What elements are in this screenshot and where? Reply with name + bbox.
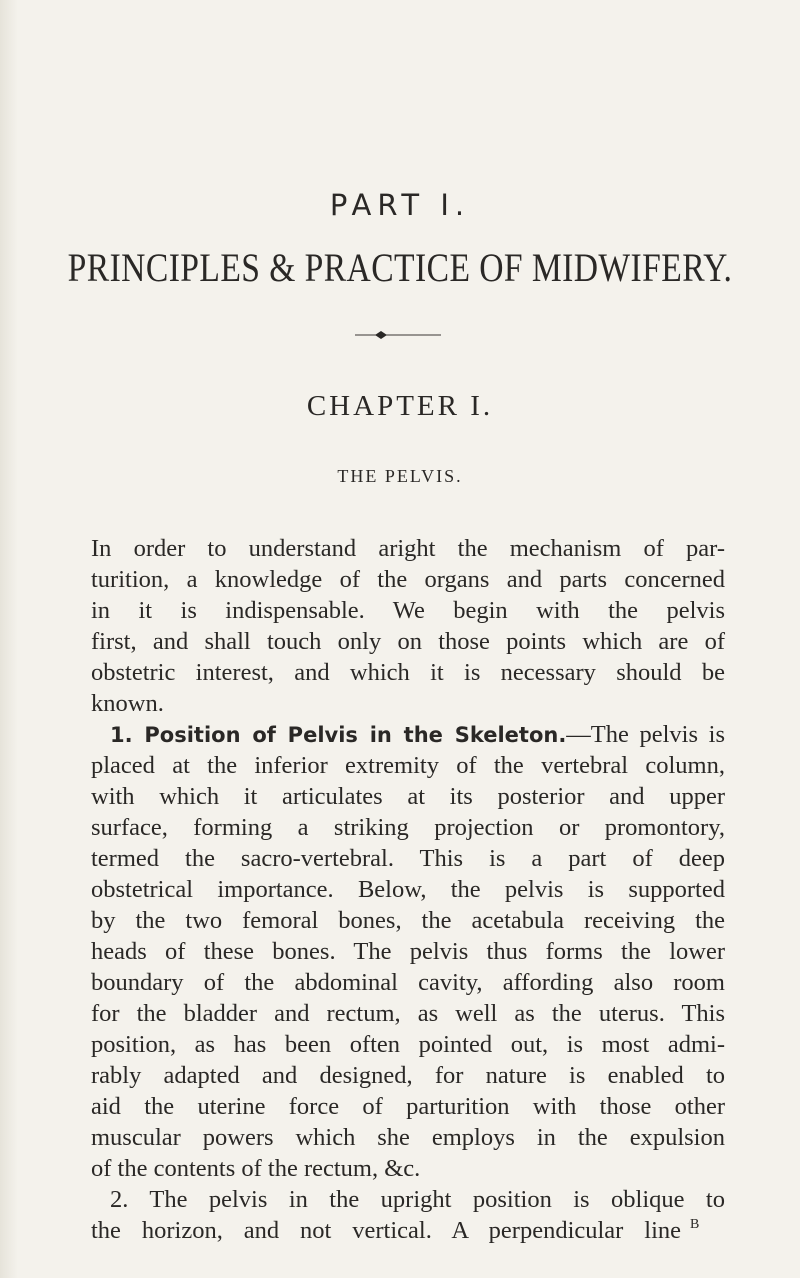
text-line: boundary of the abdominal cavity, affording also room: [91, 969, 725, 996]
text-line: obstetric interest, and which it is necessary should be: [91, 659, 725, 686]
text-line: with which it articulates at its posterior and upper: [91, 783, 725, 810]
text-line: heads of these bones. The pelvis thus forms the lower: [91, 938, 725, 965]
text-line: surface, forming a striking projection or promontory,: [91, 814, 725, 841]
text-line: of the contents of the rectum, &c.: [91, 1155, 421, 1182]
part-heading: PART I.: [329, 188, 471, 222]
signature-mark: B: [690, 1217, 700, 1232]
text-line: position, as has been often pointed out, is most admi-: [91, 1031, 725, 1058]
text-line: placed at the inferior extremity of the vertebral column,: [91, 752, 725, 779]
paragraph-2-first-line: 2. The pelvis in the upright position is oblique to: [110, 1186, 725, 1213]
book-title: PRINCIPLES & PRACTICE OF MIDWIFERY.: [67, 245, 733, 290]
text-line: obstetrical importance. Below, the pelvis is supported: [91, 876, 725, 903]
diamond-rule-ornament: [355, 330, 441, 340]
text-line: aid the uterine force of parturition with those other: [91, 1093, 725, 1120]
section-heading: THE PELVIS.: [337, 466, 463, 486]
text-line: muscular powers which she employs in the expulsion: [91, 1124, 725, 1151]
text-line: in it is indispensable. We begin with the pelvis: [91, 597, 725, 624]
text-line: the horizon, and not vertical. A perpendicular line: [91, 1217, 681, 1244]
paragraph-1-lead: —The pelvis is: [566, 721, 725, 748]
text-line: first, and shall touch only on those points which are of: [91, 628, 725, 655]
text-line: In order to understand aright the mechanism of par-: [91, 535, 725, 562]
chapter-heading: CHAPTER I.: [306, 390, 494, 422]
text-line: termed the sacro-vertebral. This is a part of deep: [91, 845, 725, 872]
paragraph-1-first-line: [110, 719, 725, 751]
text-line: known.: [91, 690, 164, 717]
text-line: rably adapted and designed, for nature is enabled to: [91, 1062, 725, 1089]
paragraph-1-heading: 1. Position of Pelvis in the Skeleton.: [110, 723, 567, 747]
text-line: for the bladder and rectum, as well as the uterus. This: [91, 1000, 725, 1027]
text-line: turition, a knowledge of the organs and parts concerned: [91, 566, 725, 593]
text-line: by the two femoral bones, the acetabula receiving the: [91, 907, 725, 934]
